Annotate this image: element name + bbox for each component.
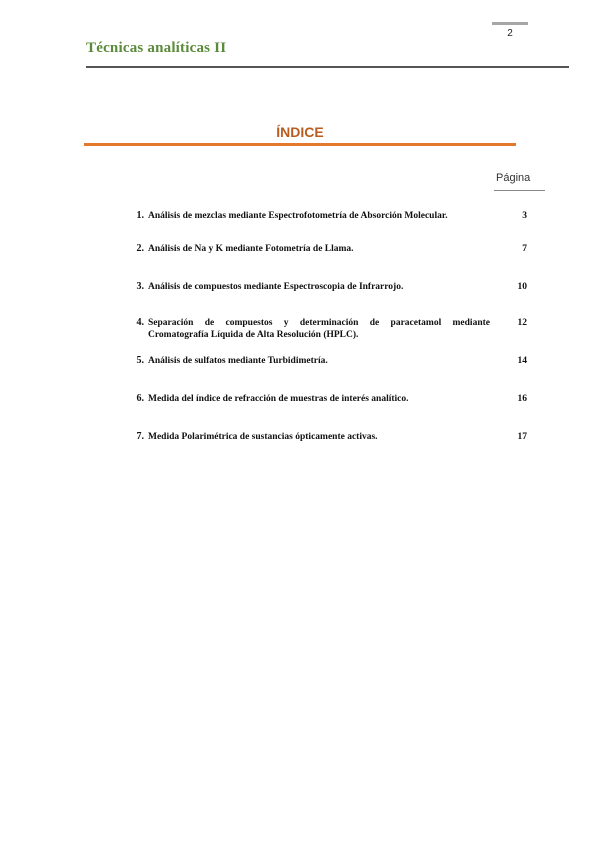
- toc-entry-number: 1.: [136, 210, 144, 221]
- toc-entry-title: Análisis de sulfatos mediante Turbidimetría.: [148, 356, 328, 366]
- page-column-underline: [494, 190, 545, 191]
- toc-entry-number: 6.: [136, 393, 144, 404]
- toc-entry-page: 3: [522, 211, 527, 221]
- document-header-title: Técnicas analíticas II: [86, 40, 227, 56]
- index-title-underline: [84, 143, 516, 146]
- toc-entry-page: 10: [517, 282, 527, 292]
- index-title: ÍNDICE: [276, 124, 324, 140]
- toc-entry-page: 16: [517, 394, 527, 404]
- toc-entry-title: Medida del índice de refracción de muestras de interés analítico.: [148, 394, 409, 404]
- toc-entry-title: Medida Polarimétrica de sustancias ópticamente activas.: [148, 432, 378, 442]
- toc-entry-page: 17: [517, 432, 527, 442]
- page-column-label: Página: [496, 172, 531, 184]
- toc-entry-number: 7.: [136, 431, 144, 442]
- toc-entry-page: 7: [522, 244, 527, 254]
- toc-entry-number: 5.: [136, 355, 144, 366]
- page-number-bar: [492, 22, 528, 25]
- toc-entry-title: Análisis de mezclas mediante Espectrofotometría de Absorción Molecular.: [148, 211, 448, 221]
- toc-entry-number: 2.: [136, 243, 144, 254]
- header-divider: [86, 66, 569, 68]
- page-number: 2: [507, 28, 513, 39]
- toc-entry-title: Análisis de compuestos mediante Espectroscopia de Infrarrojo.: [148, 282, 404, 292]
- toc-entry-title: Análisis de Na y K mediante Fotometría de Llama.: [148, 244, 354, 254]
- toc-entry-page: 12: [517, 318, 527, 328]
- toc-entry-number: 3.: [136, 281, 144, 292]
- toc-entry-number: 4.: [136, 317, 144, 328]
- toc-entry-page: 14: [517, 356, 527, 366]
- toc-entry-title: Separación de compuestos y determinación de paracetamol mediante Cromatografía Líquida de Alta Resolución (HPLC).: [148, 318, 490, 340]
